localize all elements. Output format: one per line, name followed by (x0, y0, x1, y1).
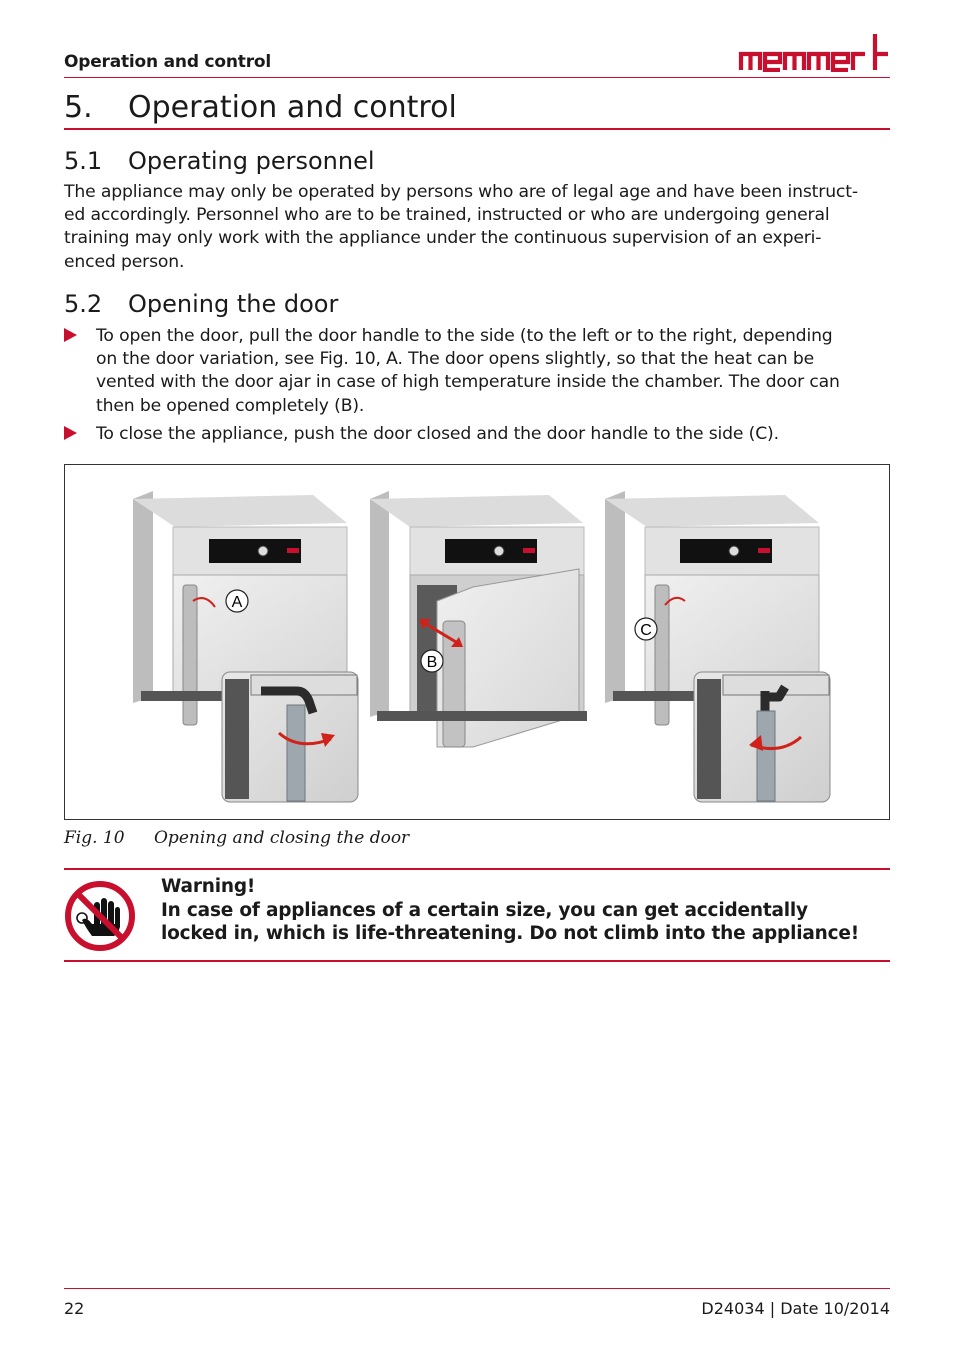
figure-caption (64, 828, 409, 848)
bullet-line: To open the door, pull the door handle to the side (to the left or to the right, depending (96, 326, 833, 346)
figure-number: Fig. 10 (64, 828, 125, 848)
header-rule (64, 77, 890, 78)
bullet-line: vented with the door ajar in case of high temperature inside the chamber. The door can (96, 372, 840, 393)
paragraph-operating-personnel (64, 181, 890, 274)
figure-caption-text: Opening and closing the door (154, 828, 410, 848)
oven-illustrations (65, 465, 889, 819)
chapter-number: 5. (64, 90, 93, 125)
inset-handle-open (222, 672, 358, 802)
callout-c (635, 618, 657, 640)
instruction-bullet (64, 325, 890, 419)
paragraph-line: training may only work with the appliance under the continuous supervision of an experi- (64, 228, 822, 249)
instruction-bullet (64, 423, 890, 447)
section-heading-opening-the-door (64, 290, 338, 318)
bullet-line: then be opened completely (B). (96, 395, 365, 416)
callout-b (421, 650, 443, 672)
warning-title: Warning! (161, 876, 256, 897)
warning-top-rule (64, 868, 890, 870)
callout-label-a: A (231, 594, 243, 611)
section-number: 5.1 (64, 147, 103, 175)
no-entry-hand-icon (64, 880, 136, 952)
paragraph-line: The appliance may only be operated by persons who are of legal age and have been instruct- (64, 182, 858, 202)
document-info: D24034 | Date 10/2014 (701, 1299, 890, 1318)
paragraph-line: ed accordingly. Personnel who are to be trained, instructed or who are undergoing general (64, 205, 830, 226)
chapter-rule (64, 128, 890, 130)
paragraph-line: enced person. (64, 251, 185, 272)
section-title: Opening the door (128, 290, 339, 318)
section-title: Operating personnel (128, 147, 375, 175)
inset-handle-closed (694, 672, 830, 802)
oven-door-open (370, 491, 587, 747)
callout-label-b: B (426, 654, 438, 671)
callout-a (226, 590, 248, 612)
warning-bottom-rule (64, 960, 890, 962)
section-heading-operating-personnel (64, 147, 375, 175)
bullet-arrow-icon (64, 328, 77, 342)
warning-line: In case of appliances of a certain size, you can get accidentally (161, 899, 808, 921)
section-number: 5.2 (64, 290, 103, 318)
page-number: 22 (64, 1299, 85, 1318)
warning-text (161, 875, 859, 946)
memmert-logo (738, 32, 890, 72)
bullet-arrow-icon (64, 426, 77, 440)
callout-label-c: C (640, 622, 652, 639)
running-header: Operation and control (64, 52, 271, 72)
chapter-title (64, 90, 457, 125)
chapter-title-text: Operation and control (128, 90, 457, 125)
warning-line: locked in, which is life-threatening. Do not climb into the appliance! (161, 923, 859, 944)
bullet-line: on the door variation, see Fig. 10, A. The door opens slightly, so that the heat can be (96, 349, 815, 370)
footer-rule (64, 1288, 890, 1289)
bullet-line: To close the appliance, push the door closed and the door handle to the side (C). (96, 424, 779, 444)
figure-door-illustration (64, 464, 890, 820)
